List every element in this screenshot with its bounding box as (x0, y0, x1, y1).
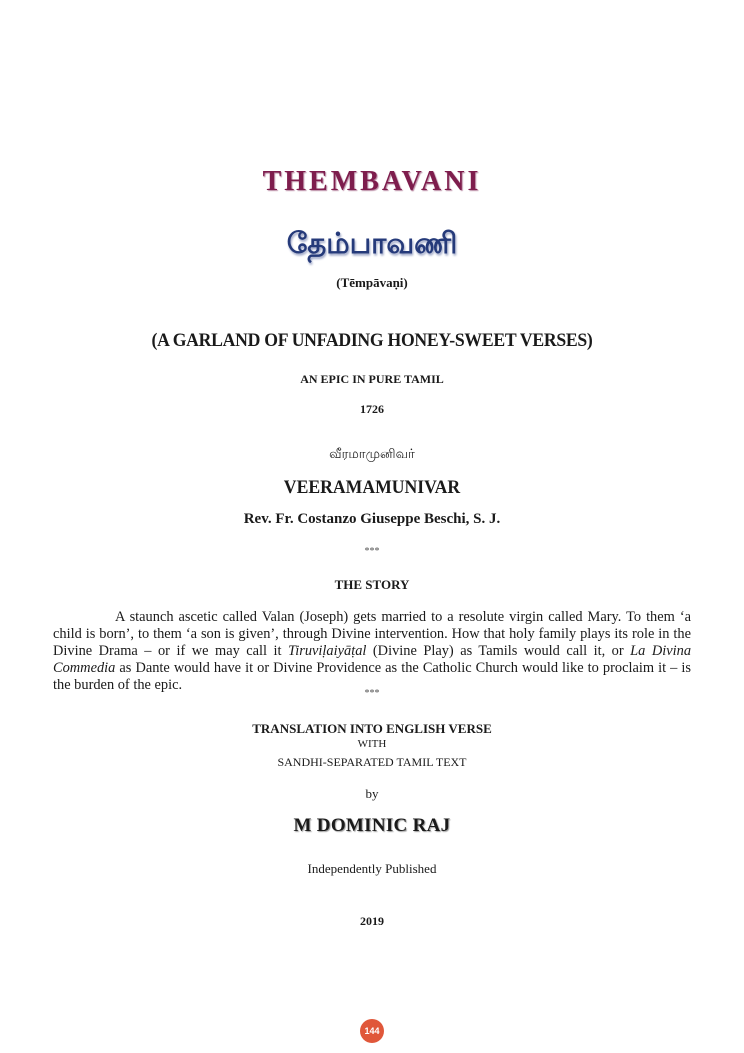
publisher-line: Independently Published (307, 861, 437, 876)
by-label: by (365, 786, 379, 801)
section-separator: *** (364, 546, 380, 557)
book-title-english: THEMBAVANI (262, 166, 482, 197)
translator-name: M DOMINIC RAJ (293, 815, 451, 836)
epic-description: AN EPIC IN PURE TAMIL (300, 372, 444, 386)
translation-line-2: WITH (357, 738, 387, 750)
book-title-tamil: தேம்பாவணி (286, 226, 458, 260)
page-number-badge: 144 (360, 1019, 384, 1043)
story-italic-term-2: La Divina Commedia (53, 643, 692, 676)
title-transliteration: (Tēmpāvaṇi) (336, 275, 408, 290)
author-name-english: VEERAMAMUNIVAR (283, 477, 461, 498)
translation-line-1: TRANSLATION INTO ENGLISH VERSE (252, 721, 492, 736)
story-text-part-1: A staunch ascetic called Valan (Joseph) gets married to a resolute virgin called Mary. To them ‘a child is born’, to them ‘a son is given’, through Divine intervention. How that holy family plays its role in the Divine Drama – or if we may call it (53, 609, 691, 659)
story-italic-term-1: Tiruviḷaiyāṭal (288, 643, 367, 659)
story-paragraph (53, 609, 691, 694)
author-name-tamil: வீரமாமுனிவர் (329, 447, 415, 462)
original-year: 1726 (360, 402, 384, 416)
story-text-part-3: as Dante would have it or Divine Providence as the Catholic Church would like to proclaim it – is the burden of the epic. (53, 660, 691, 693)
story-text-part-2: (Divine Play) as Tamils would call it, or (366, 643, 631, 659)
author-full-name: Rev. Fr. Costanzo Giuseppe Beschi, S. J. (243, 511, 501, 527)
publication-year: 2019 (360, 914, 384, 928)
section-separator-2: *** (364, 688, 380, 699)
translation-line-3: SANDHI-SEPARATED TAMIL TEXT (277, 755, 467, 769)
book-subtitle: (A GARLAND OF UNFADING HONEY-SWEET VERSES) (151, 330, 593, 351)
story-heading: THE STORY (334, 577, 410, 592)
